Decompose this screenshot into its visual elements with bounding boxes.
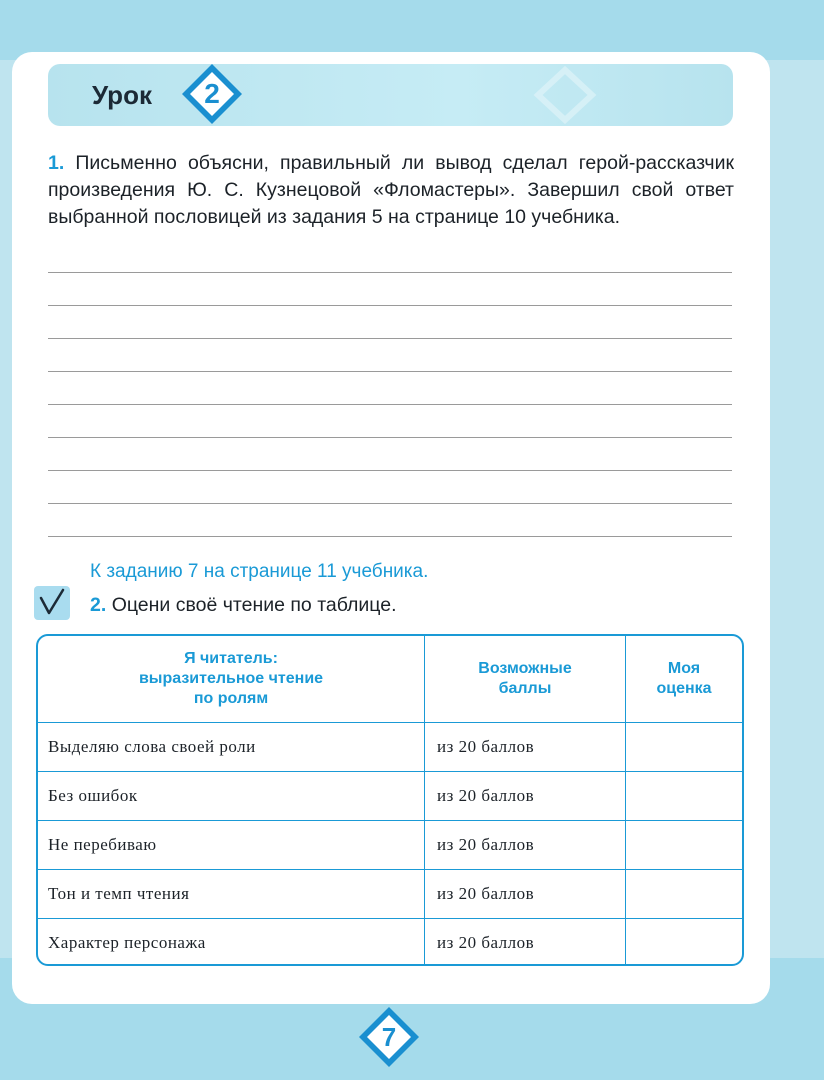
score-cell[interactable]: [626, 821, 743, 870]
points-cell: из 20 баллов: [425, 821, 626, 870]
decorative-diamond-icon: [530, 66, 600, 124]
answer-line[interactable]: [48, 272, 732, 273]
header-reader-criteria: Я читатель: выразительное чтение по ролям: [38, 636, 425, 723]
task-2-number: 2.: [90, 594, 107, 616]
task-2-instruction: [90, 594, 397, 617]
answer-line[interactable]: [48, 437, 732, 438]
criterion-cell: Выделяю слова своей роли: [38, 723, 425, 772]
page-number: 7: [381, 1022, 397, 1052]
header-my-score: Моя оценка: [626, 636, 743, 723]
task-1-instruction: [48, 150, 734, 231]
lesson-title: Урок: [92, 80, 152, 110]
score-cell[interactable]: [626, 870, 743, 919]
criterion-cell: Не перебиваю: [38, 821, 425, 870]
table-row: [38, 821, 742, 870]
task-marker-box: [34, 586, 70, 620]
answer-line[interactable]: [48, 404, 732, 405]
self-assessment-table: [36, 634, 744, 966]
checkmark-icon: [34, 586, 70, 620]
textbook-reference: К заданию 7 на странице 11 учебника.: [90, 561, 429, 582]
table-row: [38, 772, 742, 821]
top-background-band: [0, 0, 824, 60]
task-2-text: Оцени своё чтение по таблице.: [111, 594, 397, 616]
table-row: [38, 919, 742, 967]
score-cell[interactable]: [626, 723, 743, 772]
score-cell[interactable]: [626, 772, 743, 821]
answer-line[interactable]: [48, 371, 732, 372]
answer-line[interactable]: [48, 503, 732, 504]
task-1-number: 1.: [48, 152, 65, 174]
criterion-cell: Без ошибок: [38, 772, 425, 821]
points-cell: из 20 баллов: [425, 723, 626, 772]
answer-line[interactable]: [48, 536, 732, 537]
answer-line[interactable]: [48, 338, 732, 339]
header-possible-points: Возможные баллы: [425, 636, 626, 723]
score-cell[interactable]: [626, 919, 743, 967]
criterion-cell: Характер персонажа: [38, 919, 425, 967]
task-1-text: Письменно объясни, правильный ли вывод сделал герой-рассказчик произведения Ю. С. Кузнецовой «Фломастеры». Завершил свой ответ выбранной пословицей из задания 5 на странице 10 учебника.: [48, 152, 734, 228]
table-row: [38, 723, 742, 772]
criterion-cell: Тон и темп чтения: [38, 870, 425, 919]
points-cell: из 20 баллов: [425, 919, 626, 967]
table-header-row: [38, 636, 742, 723]
answer-line[interactable]: [48, 470, 732, 471]
points-cell: из 20 баллов: [425, 772, 626, 821]
lesson-number: 2: [204, 78, 220, 109]
table-row: [38, 870, 742, 919]
points-cell: из 20 баллов: [425, 870, 626, 919]
answer-line[interactable]: [48, 305, 732, 306]
